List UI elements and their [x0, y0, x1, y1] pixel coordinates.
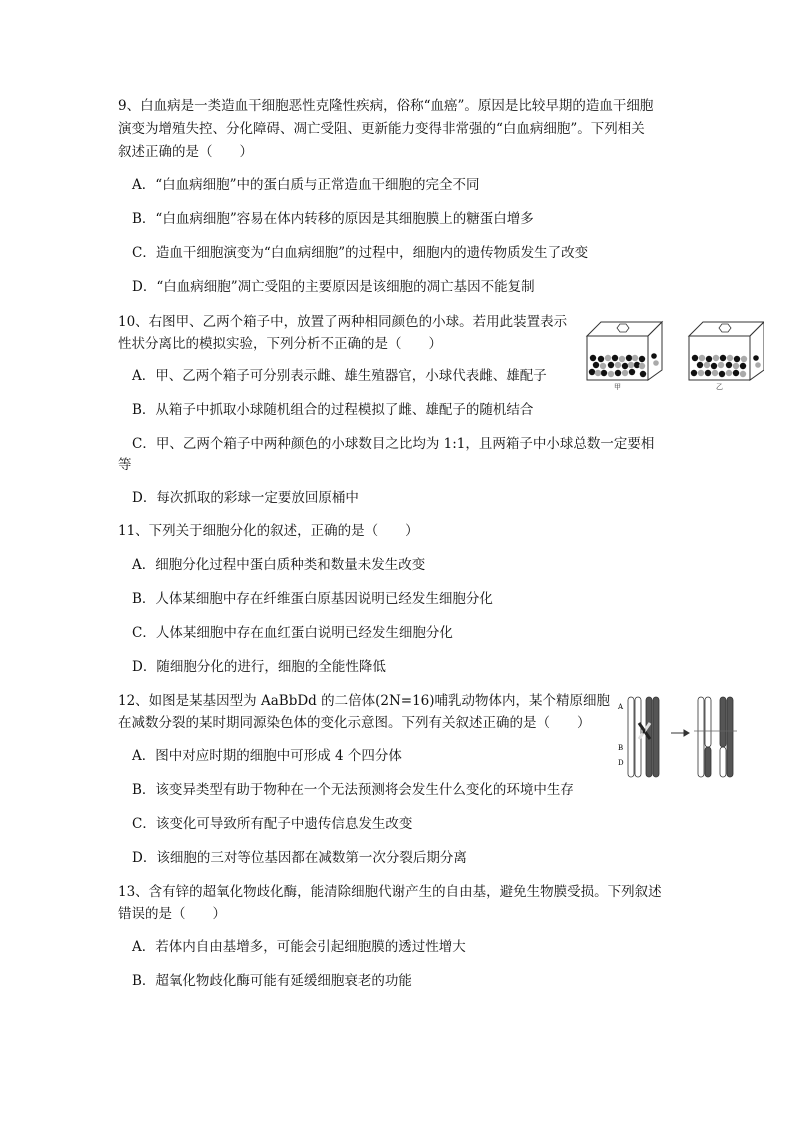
q12-option-c: C．该变化可导致所有配子中遗传信息发生改变: [132, 816, 413, 832]
q11-option-c: C．人体某细胞中存在血红蛋白说明已经发生细胞分化: [132, 625, 453, 641]
gene-label-a: A: [618, 703, 624, 711]
q11-stem: 11、下列关于细胞分化的叙述，正确的是（ ）: [118, 523, 419, 539]
q9-option-a: A．“白血病细胞”中的蛋白质与正常造血干细胞的完全不同: [132, 177, 480, 193]
q10-option-a: A．甲、乙两个箱子可分别表示雌、雄生殖器官，小球代表雌、雄配子: [132, 368, 547, 384]
q11-option-b: B．人体某细胞中存在纤维蛋白原基因说明已经发生细胞分化: [132, 591, 493, 607]
q13-stem-line-2: 错误的是（ ）: [118, 906, 226, 922]
q12-option-b: B．该变异类型有助于物种在一个无法预测将会发生什么变化的环境中生存: [132, 782, 574, 798]
q12-option-a: A．图中对应时期的细胞中可形成 4 个四分体: [132, 748, 402, 764]
q10-option-b: B．从箱子中抓取小球随机组合的过程模拟了雌、雄配子的随机结合: [132, 402, 534, 418]
q11-option-a: A．细胞分化过程中蛋白质种类和数量未发生改变: [132, 557, 426, 573]
q10-option-c: C．甲、乙两个箱子中两种颜色的小球数目之比均为 1:1，且两箱子中小球总数一定要相: [132, 436, 655, 452]
ball-boxes-figure: [584, 318, 764, 390]
box-jia-label: 甲: [614, 383, 621, 390]
gene-label-d: D: [618, 759, 624, 767]
q13-stem-line-1: 13、含有锌的超氧化物歧化酶，能清除细胞代谢产生的自由基，避免生物膜受损。下列叙述: [118, 884, 662, 900]
q9-option-c: C．造血干细胞演变为“白血病细胞”的过程中，细胞内的遗传物质发生了改变: [132, 245, 589, 261]
q12-option-d: D．该细胞的三对等位基因都在减数第一次分裂后期分离: [132, 850, 467, 866]
q10-stem-line-2: 性状分离比的模拟实验，下列分析不正确的是（ ）: [118, 336, 442, 352]
q9-stem-line-3: 叙述正确的是（ ）: [118, 144, 253, 160]
q9-option-b: B．“白血病细胞”容易在体内转移的原因是其细胞膜上的糖蛋白增多: [132, 211, 534, 227]
q10-stem-line-1: 10、右图甲、乙两个箱子中，放置了两种相同颜色的小球。若用此装置表示: [118, 314, 568, 330]
q13-option-b: B．超氧化物歧化酶可能有延缓细胞衰老的功能: [132, 973, 412, 989]
box-yi: [689, 322, 764, 390]
box-yi-label: 乙: [716, 383, 723, 390]
q13-option-a: A．若体内自由基增多，可能会引起细胞膜的透过性增大: [132, 939, 466, 955]
gene-label-b: B: [618, 744, 624, 752]
q10-option-d: D．每次抓取的彩球一定要放回原桶中: [132, 490, 359, 506]
box-jia: [587, 322, 662, 390]
q12-stem-line-1: 12、如图是某基因型为 AaBbDd 的二倍体(2N=16)哺乳动物体内，某个精原细胞: [118, 693, 611, 709]
q10-option-c-continued: 等: [118, 457, 132, 473]
q11-option-d: D．随细胞分化的进行，细胞的全能性降低: [132, 659, 386, 675]
chromosome-crossover-figure: [616, 693, 756, 783]
q9-stem-line-1: 9、白血病是一类造血干细胞恶性克隆性疾病，俗称“血癌”。原因是比较早期的造血干细胞: [118, 98, 654, 114]
q12-stem-line-2: 在减数分裂的某时期同源染色体的变化示意图。下列有关叙述正确的是（ ）: [118, 715, 591, 731]
q9-option-d: D．“白血病细胞”凋亡受阻的主要原因是该细胞的凋亡基因不能复制: [132, 279, 535, 295]
q9-stem-line-2: 演变为增殖失控、分化障碍、凋亡受阻、更新能力变得非常强的“白血病细胞”。下列相关: [118, 121, 645, 137]
